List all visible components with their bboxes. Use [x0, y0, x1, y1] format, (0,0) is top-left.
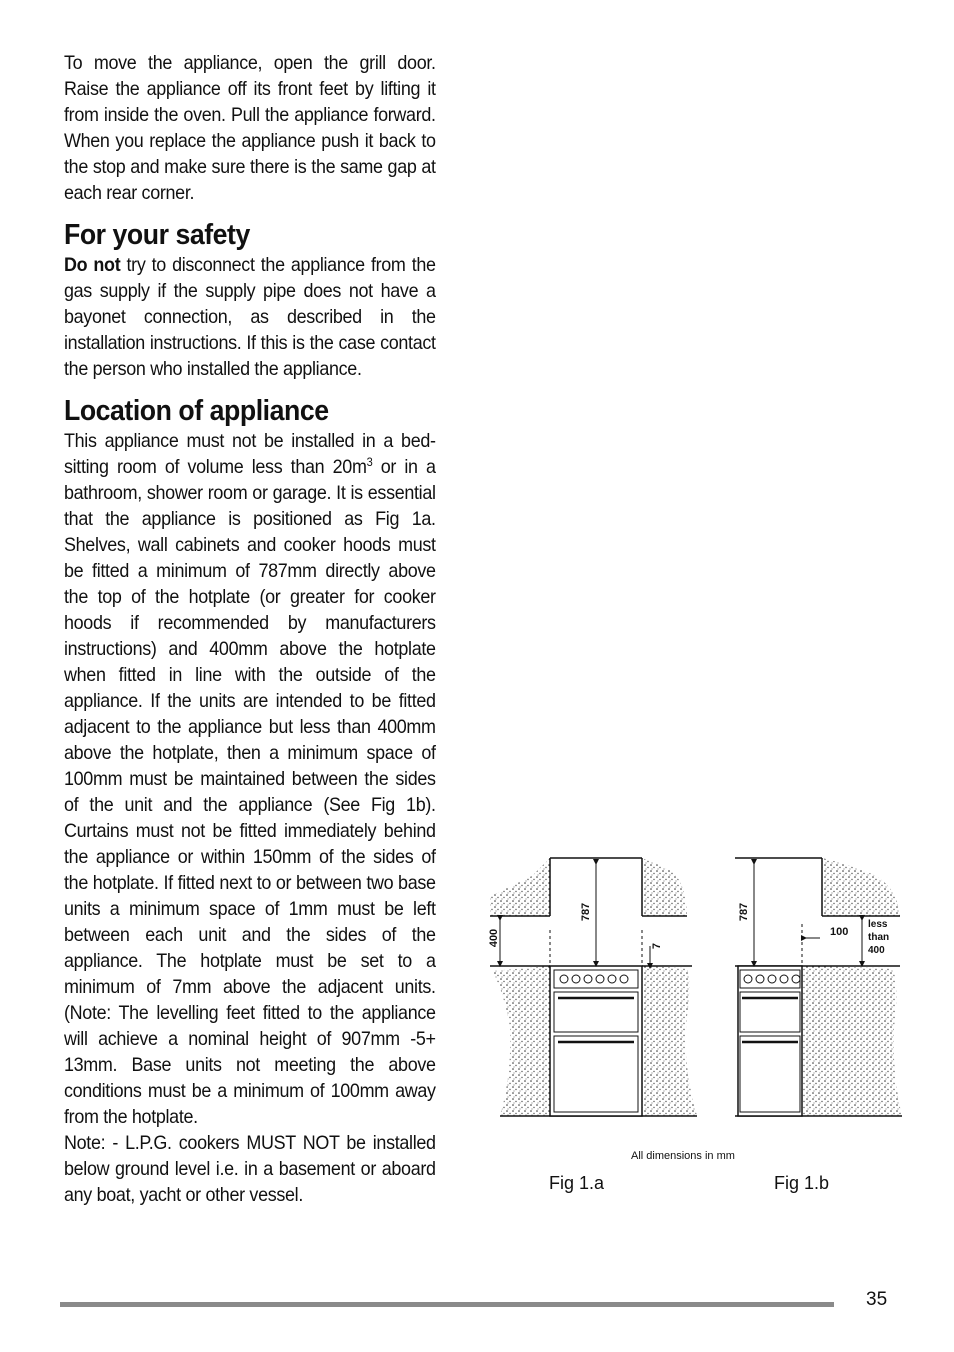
less-than-line-1: less: [868, 919, 888, 930]
figure-caption-1a: Fig 1.a: [549, 1173, 605, 1193]
fig-1a-right-wall: [642, 858, 687, 916]
dim-100: 100: [830, 926, 849, 938]
fig-1b-right-wall: [822, 858, 900, 916]
fig-1a-left-wall: [490, 858, 550, 916]
installation-figure: [482, 846, 906, 1126]
figure-caption-all-dimensions: All dimensions in mm: [631, 1150, 735, 1162]
installation-diagram: [482, 846, 906, 1126]
dim-400: 400: [488, 928, 501, 948]
fig-1a: [490, 858, 697, 1116]
superscript-3: 3: [366, 455, 373, 469]
lpg-note: Note: - L.P.G. cookers MUST NOT be installed below ground level i.e. in a basement or aboard any boat, yacht or other vessel.: [64, 1132, 436, 1206]
fig-1a-left-lower-wall: [492, 966, 550, 1116]
less-than-line-2: than: [868, 932, 890, 943]
fig-1b: [735, 858, 902, 1116]
location-heading: Location of appliance: [64, 395, 329, 427]
safety-bold-lead: Do not: [64, 254, 121, 276]
fig-1a-right-lower-wall: [642, 966, 697, 1116]
text-column: [64, 50, 436, 1208]
intro-paragraph: To move the appliance, open the grill door. Raise the appliance off its front feet by lifting it from inside the oven. Pull the appliance forward. When you replace the appliance push it back to the stop and make sure there is the same gap at each rear corner.: [64, 52, 436, 204]
dim-787-a: 787: [580, 902, 593, 922]
less-than-line-3: 400: [868, 945, 885, 956]
location-text-b: or in a bathroom, shower room or garage. It is essential that the appliance is positioned as Fig 1a. Shelves, wall cabinets and cooker hoods must be fitted a minimum of 787mm directly above the top of the hotplate (or greater for cooker hoods if recommended by manufacturers instructions) and 400mm above the hotplate when fitted in line with the outside of the appliance. If the units are intended to be fitted adjacent to the appliance but less than 400mm above the hotplate, then a minimum space of 100mm must be maintained between the sides of the unit and the appliance (See Fig 1b). Curtains must not be fitted immediately behind the appliance or within 150mm of the sides of the hotplate. If fitted next to or between two base units a minimum space of 1mm must be left between each unit and the sides of the appliance. The hotplate must be set to a minimum of 7mm above the adjacent units. (Note: The levelling feet fitted to the appliance will achieve a nominal height of 907mm -5+ 13mm. Base units not meeting the above conditions must be a minimum of 100mm away from the hotplate.: [64, 456, 436, 1128]
safety-heading: For your safety: [64, 219, 250, 251]
fig-1b-right-lower-wall: [802, 966, 902, 1116]
location-paragraph: [64, 428, 436, 1130]
footer-rule: [60, 1302, 834, 1307]
safety-text: try to disconnect the appliance from the gas supply if the supply pipe does not have a bayonet connection, as described in the installation instructions. If this is the case contact the person who installed the appliance.: [64, 254, 436, 380]
location-text-a: This appliance must not be installed in a bed-sitting room of volume less than 20m: [64, 430, 436, 478]
dim-7: 7: [651, 942, 664, 950]
figure-caption-1b: Fig 1.b: [774, 1173, 830, 1193]
page-number: 35: [866, 1289, 888, 1310]
dim-787-b: 787: [738, 902, 751, 922]
safety-paragraph: [64, 252, 436, 382]
